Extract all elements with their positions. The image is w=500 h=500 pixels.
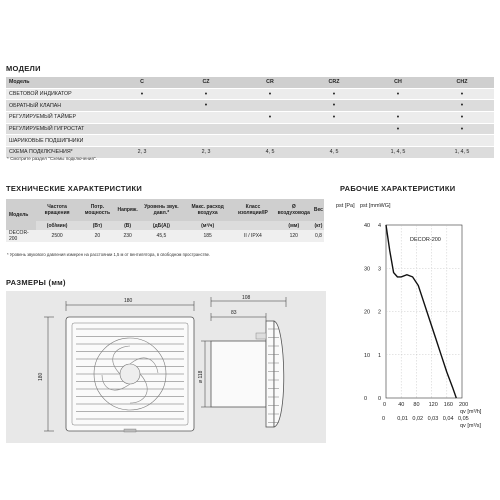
- spec-unit: (мм): [275, 221, 313, 230]
- width-label: 180: [124, 298, 133, 304]
- x-tick-bottom: 0,01: [397, 416, 408, 422]
- x-tick-top: 200: [459, 402, 469, 408]
- y-tick-left: 30: [364, 266, 371, 273]
- spec-value: 20: [78, 230, 116, 242]
- spec-header: Ø воздуховода: [275, 199, 313, 221]
- feature-cell: 4, 5: [238, 147, 302, 159]
- height-label: 180: [38, 372, 44, 381]
- x-tick-top: 0: [383, 402, 387, 408]
- fan-side-view: [211, 321, 284, 427]
- x-tick-top: 80: [413, 402, 420, 408]
- model-col-header: CHZ: [430, 77, 494, 88]
- feature-cell: •: [430, 100, 494, 112]
- fan-drawing: [6, 291, 326, 443]
- feature-label: РЕГУЛИРУЕМЫЙ ТАЙМЕР: [6, 112, 110, 124]
- spec-header: Потр. мощность: [78, 199, 116, 221]
- models-row: [6, 100, 494, 112]
- feature-cell: •: [302, 112, 366, 124]
- fan-front-view: [66, 317, 194, 432]
- y-tick-right: 3: [378, 266, 382, 273]
- depth-body-label: 83: [231, 310, 237, 316]
- feature-cell: 2, 3: [174, 147, 238, 159]
- y-tick-left: 40: [364, 223, 371, 229]
- spec-value: 0,8: [313, 230, 324, 242]
- feature-label: СХЕМА ПОДКЛЮЧЕНИЯ*: [6, 147, 110, 159]
- diameter-label: ø 118: [198, 370, 204, 383]
- model-col-header: CRZ: [302, 77, 366, 88]
- specs-footnote: * Уровень звукового давления измерен на расстоянии 1,5 м от вентилятора, в свободном пространстве.: [7, 252, 211, 257]
- feature-cell: [302, 123, 366, 135]
- feature-cell: •: [366, 112, 430, 124]
- feature-cell: •: [430, 112, 494, 124]
- feature-cell: [110, 123, 174, 135]
- x-tick-bottom: 0,04: [442, 416, 454, 422]
- specs-title: ТЕХНИЧЕСКИЕ ХАРАКТЕРИСТИКИ: [6, 184, 143, 193]
- models-row: [6, 123, 494, 135]
- feature-cell: [430, 135, 494, 147]
- y-tick-right: 1: [378, 352, 382, 359]
- chart-series-line: [386, 225, 456, 398]
- spec-header: Вес: [313, 199, 324, 221]
- feature-cell: 4, 5: [302, 147, 366, 159]
- x-tick-bottom: 0,02: [412, 416, 424, 422]
- spec-value: 230: [116, 230, 138, 242]
- x-tick-top: 120: [428, 402, 438, 408]
- feature-cell: [174, 112, 238, 124]
- depth-total-label: 108: [242, 295, 251, 301]
- feature-cell: [238, 100, 302, 112]
- y-tick-right: 0: [378, 396, 382, 402]
- feature-cell: •: [366, 123, 430, 135]
- spec-unit: [231, 221, 275, 230]
- spec-header: Напряж.: [116, 199, 138, 221]
- spec-unit: (об/мин): [36, 221, 78, 230]
- feature-cell: •: [366, 88, 430, 100]
- feature-cell: [238, 135, 302, 147]
- feature-cell: [238, 123, 302, 135]
- models-row: [6, 135, 494, 147]
- x-tick-top: 160: [443, 402, 453, 408]
- feature-cell: [110, 112, 174, 124]
- spec-header: Макс. расход воздуха: [184, 199, 231, 221]
- y-tick-left: 10: [364, 352, 371, 359]
- spec-header: Частота вращения: [36, 199, 78, 221]
- spec-unit: (м³/ч): [184, 221, 231, 230]
- y-tick-right: 2: [378, 309, 382, 316]
- specs-model-header: Модель: [6, 199, 36, 230]
- feature-cell: •: [302, 88, 366, 100]
- model-col-header: C: [110, 77, 174, 88]
- feature-cell: 1, 4, 5: [430, 147, 494, 159]
- models-header-label: Модель: [6, 77, 110, 88]
- spec-unit: (Вт): [78, 221, 116, 230]
- feature-cell: [174, 123, 238, 135]
- specs-data-row: [6, 230, 324, 242]
- x-tick-top: 40: [398, 402, 405, 408]
- dimensions-title: РАЗМЕРЫ (мм): [6, 278, 66, 287]
- model-col-header: CZ: [174, 77, 238, 88]
- feature-cell: •: [302, 100, 366, 112]
- feature-label: СВЕТОВОЙ ИНДИКАТОР: [6, 88, 110, 100]
- model-col-header: CR: [238, 77, 302, 88]
- spec-value: II / IPX4: [231, 230, 275, 242]
- feature-cell: 2, 3: [110, 147, 174, 159]
- dimensions-panel: [6, 291, 326, 443]
- feature-cell: [110, 135, 174, 147]
- feature-label: ШАРИКОВЫЕ ПОДШИПНИКИ: [6, 135, 110, 147]
- y-tick-left: 20: [364, 309, 371, 316]
- specs-units-row: [6, 221, 324, 230]
- feature-cell: •: [174, 100, 238, 112]
- feature-cell: 1, 4, 5: [366, 147, 430, 159]
- feature-cell: [110, 100, 174, 112]
- feature-cell: •: [238, 88, 302, 100]
- model-col-header: CH: [366, 77, 430, 88]
- feature-cell: •: [174, 88, 238, 100]
- feature-label: ОБРАТНЫЙ КЛАПАН: [6, 100, 110, 112]
- spec-unit: (кг): [314, 222, 323, 229]
- specs-table: [6, 199, 324, 242]
- feature-cell: •: [430, 88, 494, 100]
- feature-cell: •: [110, 88, 174, 100]
- chart-frame: [386, 225, 462, 398]
- spec-value: 120: [275, 230, 313, 242]
- feature-label: РЕГУЛИРУЕМЫЙ ГИГРОСТАТ: [6, 123, 110, 135]
- feature-cell: [366, 135, 430, 147]
- ylabel-right: pst [mmWG]: [360, 203, 391, 209]
- ylabel-left: pst [Pa]: [336, 203, 355, 209]
- xlabel-bottom: qv [m³/s]: [460, 423, 482, 429]
- spec-model-value: DECOR-200: [6, 230, 36, 242]
- models-row: [6, 112, 494, 124]
- spec-value: 2500: [36, 230, 78, 242]
- models-title: МОДЕЛИ: [6, 64, 41, 73]
- xlabel-top: qv [m³/h]: [460, 409, 482, 415]
- spec-unit: (дБ(А)): [139, 221, 184, 230]
- models-header-row: [6, 77, 494, 88]
- x-tick-bottom: 0: [382, 416, 386, 422]
- feature-cell: •: [238, 112, 302, 124]
- spec-value: 185: [184, 230, 231, 242]
- spec-header: Класс изоляции/IP: [231, 199, 275, 221]
- models-footnote: * Смотрите раздел "Схемы подключения".: [7, 156, 97, 161]
- series-label: DECOR-200: [410, 237, 441, 243]
- chart-grid: [386, 225, 462, 398]
- performance-chart: [334, 197, 494, 437]
- feature-cell: [302, 135, 366, 147]
- x-tick-bottom: 0,03: [427, 416, 439, 422]
- spec-value: 45,5: [139, 230, 184, 242]
- chart-title: РАБОЧИЕ ХАРАКТЕРИСТИКИ: [340, 184, 456, 193]
- spec-header: Уровень звук. давл.*: [139, 199, 184, 221]
- models-row: [6, 88, 494, 100]
- feature-cell: •: [430, 123, 494, 135]
- models-table: [6, 77, 494, 159]
- y-tick-left: 0: [364, 396, 368, 402]
- x-tick-bottom: 0,05: [458, 416, 469, 422]
- feature-cell: [366, 100, 430, 112]
- y-tick-right: 4: [378, 223, 382, 229]
- spec-unit: (В): [116, 221, 138, 230]
- feature-cell: [174, 135, 238, 147]
- specs-header-row: [6, 199, 324, 221]
